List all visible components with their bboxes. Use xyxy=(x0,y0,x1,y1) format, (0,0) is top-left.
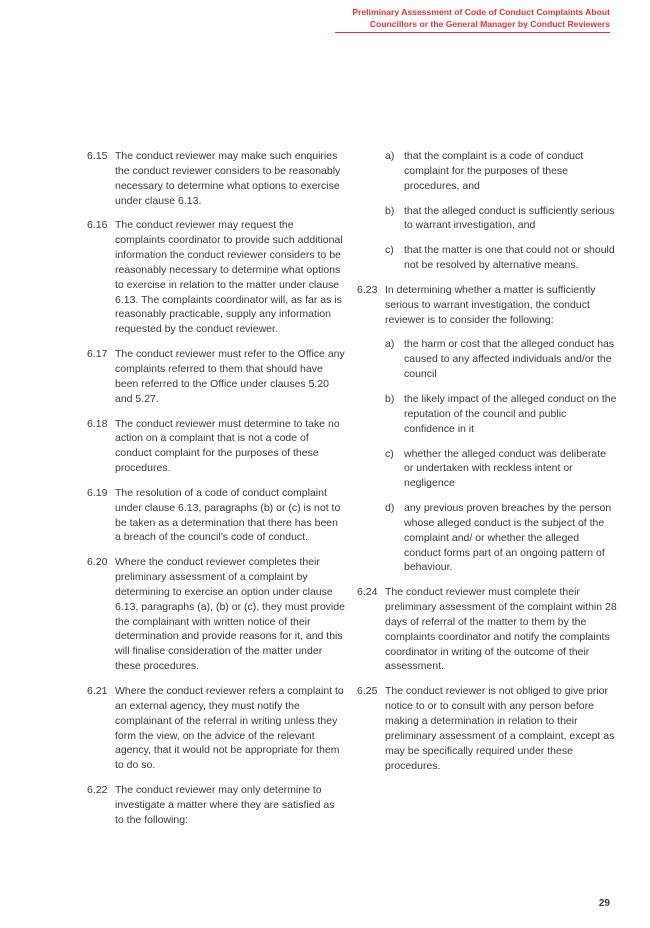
clause-6-15 xyxy=(87,149,345,208)
clause-text: The resolution of a code of conduct complaint under clause 6.13, paragraphs (b) or (c) is not to be taken as a determination that there has been a breach of the council’s code of conduct. xyxy=(115,486,341,544)
list-item xyxy=(385,337,617,382)
list-item xyxy=(385,204,617,234)
list-marker: b) xyxy=(385,392,395,405)
clause-6-21 xyxy=(87,684,345,773)
clause-6-25 xyxy=(357,684,617,773)
clause-number: 6.24 xyxy=(357,586,378,599)
list-marker: c) xyxy=(385,447,394,460)
list-item xyxy=(385,501,617,575)
clause-number: 6.21 xyxy=(87,685,108,697)
clause-text: The conduct reviewer must determine to take no action on a complaint that is not a code of conduct complaint for the purposes of these procedures. xyxy=(115,417,340,475)
clause-number: 6.17 xyxy=(87,348,108,361)
list-text: that the alleged conduct is sufficiently serious to warrant investigation, and xyxy=(404,204,615,232)
clause-number: 6.25 xyxy=(357,685,378,698)
clause-text: The conduct reviewer may only determine to investigate a matter where they are satisfied as to the following: xyxy=(115,784,335,826)
clause-text: The conduct reviewer is not obliged to give prior notice to or to consult with any person before making a determination in relation to their preliminary assessment of a complaint, except as may be specifically required under these procedures. xyxy=(385,685,615,772)
clause-6-18 xyxy=(87,417,345,476)
list-text: the harm or cost that the alleged conduct has caused to any affected individuals and/or the council xyxy=(404,338,615,381)
list-marker: b) xyxy=(385,204,395,217)
clause-text: In determining whether a matter is sufficiently serious to warrant investigation, the conduct reviewer is to consider the following: xyxy=(385,283,596,326)
clause-6-19 xyxy=(87,486,345,545)
clause-text: The conduct reviewer may request the complaints coordinator to provide such additional information the conduct reviewer considers to be reasonably necessary to determine what options to exercise in relation to the matter under clause 6.13. The complaints coordinator will, as far as is reasonably practicable, supply any information requested by the conduct reviewer. xyxy=(115,219,343,336)
list-item xyxy=(385,447,617,492)
left-column xyxy=(87,149,345,838)
clause-number: 6.19 xyxy=(87,486,108,499)
clause-text: Where the conduct reviewer completes their preliminary assessment of a complaint by determining to exercise an option under clause 6.13, paragraphs (a), (b) or (c), they must provide the complainant with written notice of their determination and provide reasons for it, and this will finalise consideration of the matter under these procedures. xyxy=(115,556,345,673)
clause-number: 6.23 xyxy=(357,283,378,296)
clause-text: Where the conduct reviewer refers a complaint to an external agency, they must notify the complainant of the referral in writing unless they form the view, on the advice of the relevant agency, that it would not be appropriate for them to do so. xyxy=(115,685,344,772)
list-text: the likely impact of the alleged conduct on the reputation of the council and public confidence in it xyxy=(404,392,617,435)
clause-6-22-list xyxy=(385,149,617,273)
clause-number: 6.20 xyxy=(87,556,108,569)
list-text: any previous proven breaches by the person whose alleged conduct is the subject of the complaint and/ or whether the alleged conduct forms part of an ongoing pattern of behaviour. xyxy=(404,502,612,574)
list-marker: c) xyxy=(385,244,394,257)
list-text: that the complaint is a code of conduct complaint for the purposes of these procedures, and xyxy=(404,150,584,192)
clause-text: The conduct reviewer must complete their preliminary assessment of the complaint within 28 days of referral of the matter to them by the complaints coordinator and notify the complaints coordinator in writing of the outcome of their assessment. xyxy=(385,586,617,673)
header-line-2: Councillors or the General Manager by Conduct Reviewers xyxy=(369,18,610,29)
clause-6-22 xyxy=(87,783,345,828)
clause-number: 6.15 xyxy=(87,150,108,162)
list-marker: a) xyxy=(385,338,395,351)
list-text: whether the alleged conduct was deliberate or undertaken with reckless intent or negligence xyxy=(404,447,606,490)
clause-number: 6.18 xyxy=(87,417,108,430)
right-column xyxy=(357,149,617,783)
clause-text: The conduct reviewer may make such enquiries the conduct reviewer considers to be reasonably necessary to determine what options to exercise under clause 6.13. xyxy=(115,150,341,207)
clause-6-24 xyxy=(357,585,617,674)
clause-6-20 xyxy=(87,555,345,674)
clause-text: The conduct reviewer must refer to the Office any complaints referred to them that should have been referred to the Office under clauses 5.20 and 5.27. xyxy=(115,348,345,405)
header-line-1: Preliminary Assessment of Code of Conduct Complaints About xyxy=(352,7,610,17)
running-header xyxy=(290,7,610,30)
clause-6-17 xyxy=(87,347,345,406)
header-rule xyxy=(335,32,610,33)
page-number: 29 xyxy=(598,898,610,909)
list-item xyxy=(385,392,617,437)
clause-number: 6.16 xyxy=(87,219,108,232)
clause-6-23 xyxy=(357,283,617,328)
list-item xyxy=(385,243,617,273)
list-item xyxy=(385,149,617,194)
clause-6-23-list xyxy=(385,337,617,575)
clause-number: 6.22 xyxy=(87,784,108,797)
clause-6-16 xyxy=(87,218,345,337)
list-marker: d) xyxy=(385,502,395,515)
list-text: that the matter is one that could not or should not be resolved by alternative means. xyxy=(404,244,615,272)
list-marker: a) xyxy=(385,150,395,162)
